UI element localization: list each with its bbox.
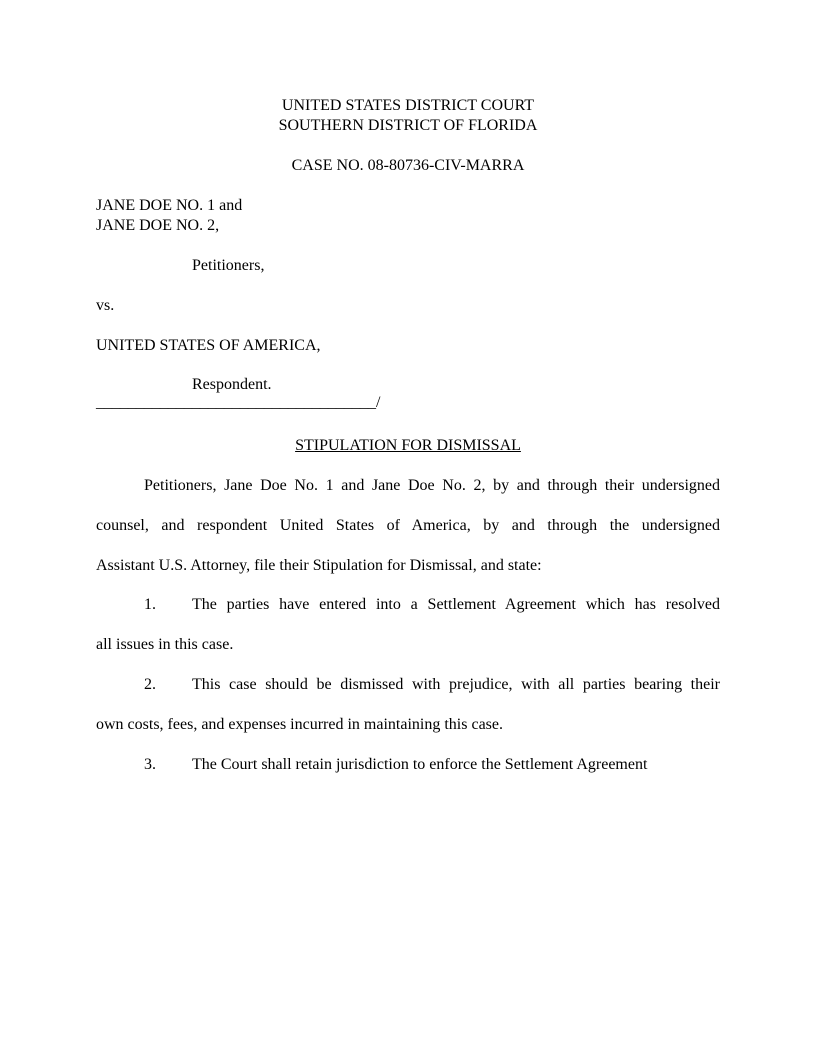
paragraph-3-number: 3. <box>144 756 156 773</box>
court-name: UNITED STATES DISTRICT COURT <box>281 97 535 114</box>
paragraph-2-line-1: This case should be dismissed with prejudice, with all parties bearing their <box>192 676 720 693</box>
paragraph-3-line-1: The Court shall retain jurisdiction to enforce the Settlement Agreement <box>192 756 648 773</box>
paragraph-2-number: 2. <box>144 676 156 693</box>
intro-line-2: counsel, and respondent United States of America, by and through the undersigned <box>96 517 720 534</box>
intro-line-3: Assistant U.S. Attorney, file their Stipulation for Dismissal, and state: <box>96 557 542 574</box>
versus-label: vs. <box>96 297 115 314</box>
court-district: SOUTHERN DISTRICT OF FLORIDA <box>278 117 538 134</box>
case-number: CASE NO. 08-80736-CIV-MARRA <box>291 157 525 174</box>
petitioner-name-2: JANE DOE NO. 2, <box>96 217 220 234</box>
paragraph-2-line-2: own costs, fees, and expenses incurred in maintaining this case. <box>96 716 503 733</box>
respondent-role: Respondent. <box>192 376 272 393</box>
document-title: STIPULATION FOR DISMISSAL <box>295 437 521 454</box>
paragraph-1-line-1: The parties have entered into a Settlement Agreement which has resolved <box>192 596 720 613</box>
respondent-name: UNITED STATES OF AMERICA, <box>96 337 321 354</box>
paragraph-1-number: 1. <box>144 596 156 613</box>
paragraph-1-line-2: all issues in this case. <box>96 636 234 653</box>
petitioner-name-1: JANE DOE NO. 1 and <box>96 197 243 214</box>
petitioner-role: Petitioners, <box>192 257 265 274</box>
intro-line-1: Petitioners, Jane Doe No. 1 and Jane Doe No. 2, by and through their undersigned <box>144 477 720 494</box>
caption-separator: ___________________________________/ <box>96 394 381 411</box>
